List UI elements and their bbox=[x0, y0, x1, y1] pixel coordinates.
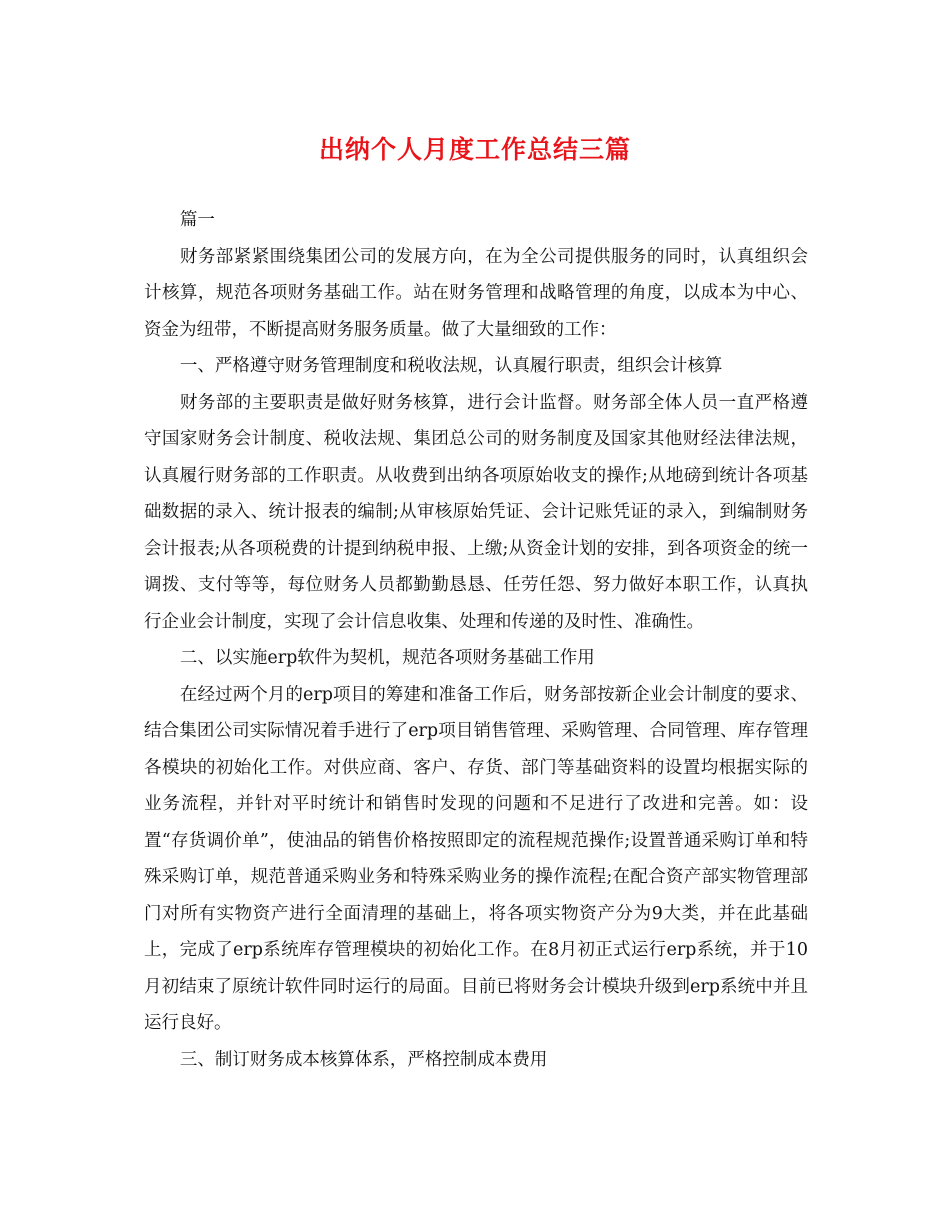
body-paragraph: 财务部紧紧围绕集团公司的发展方向，在为全公司提供服务的同时，认真组织会计核算，规范各项财务基础工作。站在财务管理和战略管理的角度，以成本为中心、资金为纽带，不断提高财务服务质量。做了大量细致的工作： bbox=[144, 246, 808, 340]
section-subheading: 一、严格遵守财务管理制度和税收法规，认真履行职责，组织会计核算 bbox=[179, 356, 723, 376]
document-title: 出纳个人月度工作总结三篇 bbox=[318, 135, 631, 164]
section-heading: 篇一 bbox=[179, 210, 215, 230]
body-paragraph: 在经过两个月的erp项目的筹建和准备工作后，财务部按新企业会计制度的要求、结合集团公司实际情况着手进行了erp项目销售管理、采购管理、合同管理、库存管理各模块的初始化工作。对供应商、客户、存货、部门等基础资料的设置均根据实际的业务流程，并针对平时统计和销售时发现的问题和不足进行了改进和完善。如：设置“存货调价单”，使油品的销售价格按照即定的流程规范操作;设置普通采购订单和特殊采购订单，规范普通采购业务和特殊采购业务的操作流程;在配合资产部实物管理部门对所有实物资产进行全面清理的基础上，将各项实物资产分为9大类，并在此基础上，完成了erp系统库存管理模块的初始化工作。在8月初正式运行erp系统，并于10月初结束了原统计软件同时运行的局面。目前已将财务会计模块升级到erp系统中并且运行良好。 bbox=[144, 684, 808, 1033]
document-body bbox=[144, 202, 808, 1078]
body-paragraph: 财务部的主要职责是做好财务核算，进行会计监督。财务部全体人员一直严格遵守国家财务会计制度、税收法规、集团总公司的财务制度及国家其他财经法律法规，认真履行财务部的工作职责。从收费到出纳各项原始收支的操作;从地磅到统计各项基础数据的录入、统计报表的编制;从审核原始凭证、会计记账凭证的录入，到编制财务会计报表;从各项税费的计提到纳税申报、上缴;从资金计划的安排，到各项资金的统一调拨、支付等等，每位财务人员都勤勤恳恳、任劳任怨、努力做好本职工作，认真执行企业会计制度，实现了会计信息收集、处理和传递的及时性、准确性。 bbox=[144, 392, 808, 632]
section-subheading: 二、以实施erp软件为契机，规范各项财务基础工作用 bbox=[179, 648, 595, 668]
section-subheading: 三、制订财务成本核算体系，严格控制成本费用 bbox=[179, 1049, 548, 1070]
